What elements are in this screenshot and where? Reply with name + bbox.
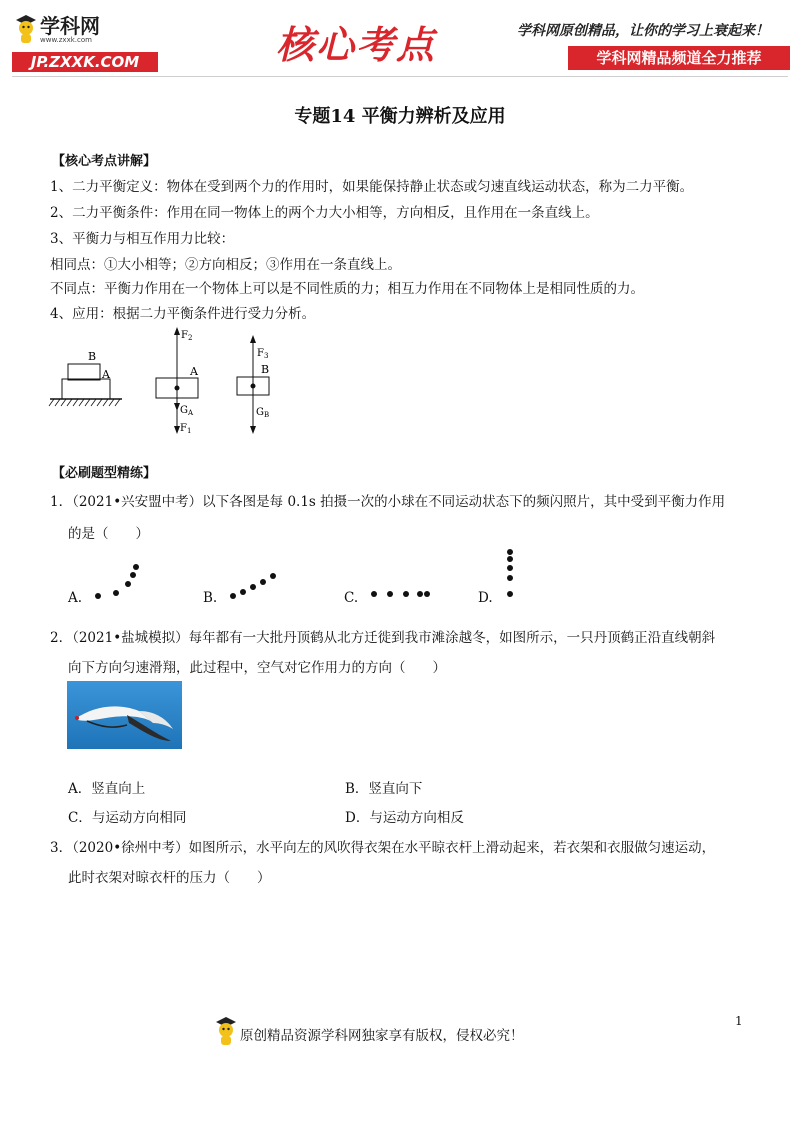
header [0, 0, 800, 80]
block-b-forces-figure [237, 335, 269, 434]
q2-option-d: D．与运动方向相反 [345, 810, 464, 826]
document-title: 专题14 平衡力辨析及应用 [294, 106, 506, 127]
page-number: 1 [735, 1014, 743, 1028]
q1-option-b-figure [228, 566, 280, 602]
logo-url-small: www.zxxk.com [40, 36, 92, 44]
q1-option-c-figure [368, 586, 434, 602]
header-divider [12, 76, 788, 77]
point-3-different: 不同点：平衡力作用在一个物体上可以是不同性质的力；相互力作用在不同物体上是相同性质的力。 [50, 281, 644, 297]
point-1: 1、二力平衡定义：物体在受到两个力的作用时，如果能保持静止状态或匀速直线运动状态，称为二力平衡。 [50, 179, 694, 195]
logo-url-banner: JP.ZXXK.COM [12, 52, 158, 72]
point-4: 4、应用：根据二力平衡条件进行受力分析。 [50, 306, 316, 322]
question-2-line1: 2．（2021•盐城模拟）每年都有一大批丹顶鹤从北方迁徙到我市滩涂越冬，如图所示，一只丹顶鹤正沿直线朝斜 [50, 630, 716, 646]
label-f3: $F_3$ [257, 348, 269, 360]
header-slogan: 学科网原创精品，让你的学习上衰起来！ [517, 23, 769, 39]
section-heading-practice: 【必刷题型精练】 [52, 466, 157, 481]
question-3-line2: 此时衣架对晾衣杆的压力（ ） [68, 870, 271, 886]
point-3-similar: 相同点：①大小相等；②方向相反；③作用在一条直线上。 [50, 257, 401, 273]
logo-mascot-icon [14, 14, 38, 44]
label-b-force: B [261, 363, 270, 376]
section-heading-core: 【核心考点讲解】 [52, 154, 157, 169]
q1-option-a-label: A. [68, 590, 83, 606]
q2-option-b: B．竖直向下 [345, 781, 423, 797]
q1-option-a-figure [92, 560, 146, 602]
question-1-line2: 的是（ ） [68, 526, 149, 542]
force-diagram [40, 322, 300, 440]
question-3-line1: 3．（2020•徐州中考）如图所示，水平向左的风吹得衣架在水平晾衣杆上滑动起来，若衣架和衣服做匀速运动， [50, 840, 716, 856]
header-slogan-banner: 学科网精品频道全力推荐 [568, 46, 790, 70]
label-b-block: B [88, 350, 97, 363]
footer-mascot-icon [214, 1016, 238, 1046]
label-f2: $F_2$ [181, 330, 193, 342]
label-a-force: A [190, 365, 198, 378]
question-2-line2: 向下方向匀速滑翔，此过程中，空气对它作用力的方向（ ） [68, 660, 446, 676]
q1-option-d-figure [502, 546, 518, 602]
point-2: 2、二力平衡条件：作用在同一物体上的两个力大小相等，方向相反，且作用在一条直线上。 [50, 205, 599, 221]
label-gb: $G_B$ [256, 407, 270, 419]
q2-option-a: A．竖直向上 [68, 781, 146, 797]
stacked-blocks-figure [49, 350, 122, 406]
logo-brand: 学科网 [40, 14, 100, 38]
q1-option-b-label: B. [203, 590, 218, 606]
point-3: 3、平衡力与相互作用力比较： [50, 231, 235, 247]
label-f1: $F_1$ [180, 423, 192, 435]
crane-photo [67, 681, 182, 749]
label-a-block: A [102, 368, 110, 381]
question-1-line1: 1．（2021•兴安盟中考）以下各图是每 0.1s 拍摄一次的小球在不同运动状态下的频闪照片，其中受到平衡力作用 [50, 494, 726, 510]
footer-copyright: 原创精品资源学科网独家享有版权，侵权必究！ [240, 1028, 524, 1044]
q1-option-c-label: C. [344, 590, 359, 606]
header-title: 核心考点 [276, 22, 437, 67]
q1-option-d-label: D. [478, 590, 493, 606]
q2-option-c: C．与运动方向相同 [68, 810, 187, 826]
label-ga: $G_A$ [180, 405, 194, 417]
block-a-forces-figure [156, 327, 199, 435]
